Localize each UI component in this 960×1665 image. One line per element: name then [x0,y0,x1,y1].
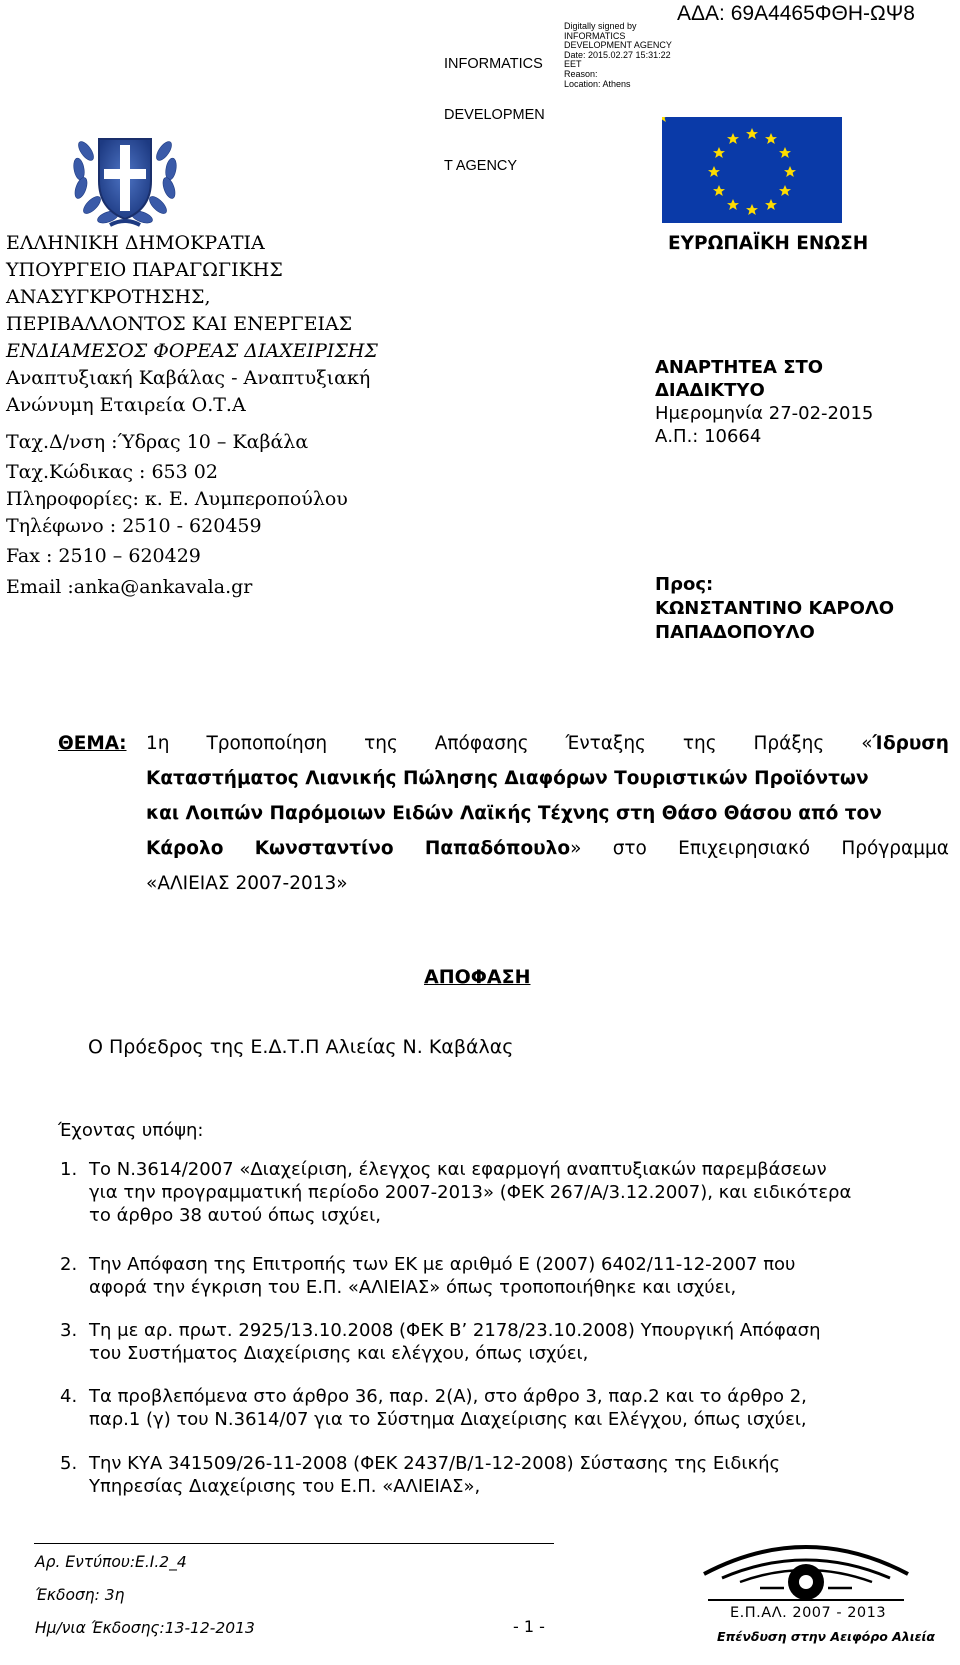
president-line: Ο Πρόεδρος της Ε.Δ.Τ.Π Αλιείας Ν. Καβάλας [88,1036,514,1058]
having-in-mind: Έχοντας υπόψη: [58,1120,204,1141]
sender-line: ΠΕΡΙΒΑΛΛΟΝΤΟΣ ΚΑΙ ΕΝΕΡΓΕΙΑΣ [6,313,353,335]
decision-title: ΑΠΟΦΑΣΗ [424,966,531,988]
greek-emblem-logo [66,121,184,233]
subject-line: Κάρολο Κωνσταντίνο Παπαδόπουλο» στο Επιχειρησιακό Πρόγραμμα [146,838,949,859]
footer-rule [34,1543,554,1544]
recipient-block [655,573,894,645]
posting-date: Ημερομηνία 27-02-2015 [655,403,874,424]
epal-slogan: Επένδυση στην Αειφόρο Αλιεία [717,1629,936,1644]
sender-email: Email :anka@ankavala.gr [6,576,253,598]
subject-line: 1η Τροποποίηση της Απόφασης Ένταξης της Πράξης «Ίδρυση [146,733,949,754]
form-number: Αρ. Εντύπου:Ε.Ι.2_4 [35,1553,187,1571]
sender-line: Ανώνυμη Εταιρεία Ο.Τ.Α [6,394,246,416]
subject-line: Καταστήματος Λιανικής Πώλησης Διαφόρων Τουριστικών Προϊόντων [146,768,869,789]
protocol-number: Α.Π.: 10664 [655,426,762,447]
posting-line: ΔΙΑΔΙΚΤΥΟ [655,380,765,401]
list-item: 1. Το Ν.3614/2007 «Διαχείριση, έλεγχος και εφαρμογή αναπτυξιακών παρεμβάσεων για την προγραμματική περίοδο 2007-2013» (ΦΕΚ 267/Α/3.12.2007), και ειδικότερα το άρθρο 38 αυτού όπως ισχύει, [60,1159,852,1226]
signer-name: INFORMATICS DEVELOPMEN T AGENCY [444,56,545,174]
list-item: 4. Τα προβλεπόμενα στο άρθρο 36, παρ. 2(Α), στο άρθρο 3, παρ.2 και το άρθρο 2, παρ.1 (γ) του Ν.3614/07 για το Σύστημα Διαχείρισης και Ελέγχου, όπως ισχύει, [60,1386,807,1430]
posting-line: ΑΝΑΡΤΗΤΕΑ ΣΤΟ [655,357,824,378]
sender-line: Πληροφορίες: κ. Ε. Λυμπεροπούλου [6,488,348,510]
sender-line: Ταχ.Κώδικας : 653 02 [6,461,218,483]
recipient-name: ΠΑΠΑΔΟΠΟΥΛΟ [655,622,815,643]
page-number: - 1 - [513,1617,545,1636]
subject-line: και Λοιπών Παρόμοιων Ειδών Λαϊκής Τέχνης στη Θάσο Θάσου από τον [146,803,882,824]
digital-signature-details: Digitally signed by INFORMATICS DEVELOPMENT AGENCY Date: 2015.02.27 15:31:22 EET Reason: Location: Athens [564,21,672,89]
subject-label: ΘΕΜΑ: [58,733,127,754]
subject-line: «ΑΛΙΕΙΑΣ 2007-2013» [146,873,348,894]
eu-label: ΕΥΡΩΠΑΪΚΗ ΕΝΩΣΗ [668,233,869,254]
eu-flag-logo [662,117,842,223]
sender-line: Τηλέφωνο : 2510 - 620459 [6,515,262,537]
ada-code: ΑΔΑ: 69Α4465ΦΘΗ-ΩΨ8 [677,2,915,25]
edition-date: Ημ/νια Έκδοσης:13-12-2013 [35,1619,255,1637]
sender-line: ΕΝΔΙΑΜΕΣΟΣ ΦΟΡΕΑΣ ΔΙΑΧΕΙΡΙΣΗΣ [6,340,378,362]
sender-line: ΕΛΛΗΝΙΚΗ ΔΗΜΟΚΡΑΤΙΑ [6,232,265,254]
edition: Έκδοση: 3η [35,1586,125,1604]
recipient-name: ΚΩΝΣΤΑΝΤΙΝΟ ΚΑΡΟΛΟ [655,598,895,619]
epal-eye-logo [700,1538,912,1606]
sender-line: ΥΠΟΥΡΓΕΙΟ ΠΑΡΑΓΩΓΙΚΗΣ [6,259,283,281]
sender-line: Ταχ.Δ/νση :Ύδρας 10 – Καβάλα [6,431,309,453]
sender-line: ΑΝΑΣΥΓΚΡΟΤΗΣΗΣ, [6,286,211,308]
epal-title: Ε.Π.ΑΛ. 2007 - 2013 [730,1605,887,1621]
sender-line: Αναπτυξιακή Καβάλας - Αναπτυξιακή [6,367,371,389]
list-item: 5. Την ΚΥΑ 341509/26-11-2008 (ΦΕΚ 2437/Β/1-12-2008) Σύστασης της Ειδικής Υπηρεσίας Διαχείρισης του Ε.Π. «ΑΛΙΕΙΑΣ», [60,1453,781,1497]
posting-info [655,356,873,448]
recipient-to: Προς: [655,574,714,595]
list-item: 2. Την Απόφαση της Επιτροπής των ΕΚ με αριθμό Ε (2007) 6402/11-12-2007 που αφορά την έγκριση του Ε.Π. «ΑΛΙΕΙΑΣ» όπως τροποποιήθηκε και ισχύει, [60,1254,796,1298]
sender-line: Fax : 2510 – 620429 [6,545,201,567]
list-item: 3. Τη με αρ. πρωτ. 2925/13.10.2008 (ΦΕΚ Β’ 2178/23.10.2008) Υπουργική Απόφαση του Συστήματος Διαχείρισης και ελέγχου, όπως ισχύει, [60,1320,821,1364]
